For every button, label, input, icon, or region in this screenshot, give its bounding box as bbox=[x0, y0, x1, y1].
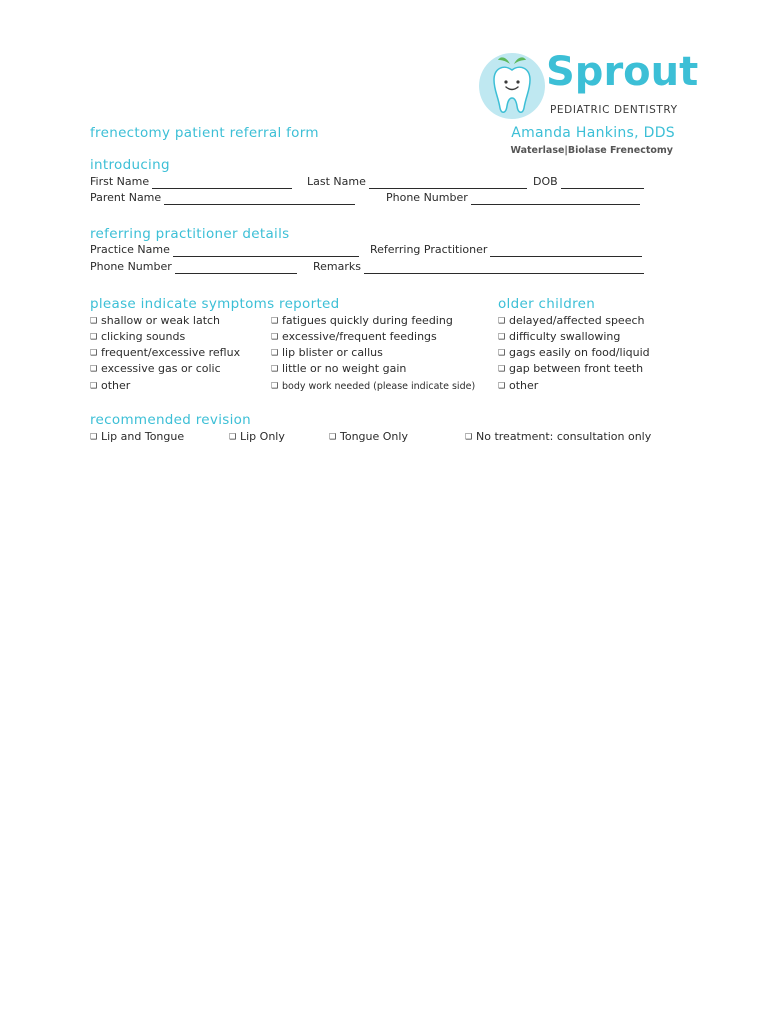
checkbox-icon[interactable]: ❑ bbox=[498, 364, 506, 373]
older-children-option[interactable]: ❑ difficulty swallowing bbox=[498, 330, 621, 343]
remarks-label: Remarks bbox=[313, 260, 361, 273]
revision-heading: recommended revision bbox=[90, 412, 252, 428]
checkbox-icon[interactable]: ❑ bbox=[229, 432, 237, 441]
referring-practitioner-field[interactable] bbox=[370, 243, 642, 257]
practice-phone-label: Phone Number bbox=[90, 260, 172, 273]
parent-name-label: Parent Name bbox=[90, 191, 162, 204]
referring-practitioner-label: Referring Practitioner bbox=[370, 243, 488, 256]
doctor-name: Amanda Hankins, DDS bbox=[511, 125, 675, 141]
first-name-field[interactable] bbox=[90, 175, 292, 189]
sprout-logo bbox=[476, 48, 699, 122]
checkbox-icon[interactable]: ❑ bbox=[498, 348, 506, 357]
checkbox-icon[interactable]: ❑ bbox=[90, 432, 98, 441]
symptom-option[interactable]: ❑ excessive/frequent feedings bbox=[271, 330, 437, 343]
checkbox-icon[interactable]: ❑ bbox=[90, 364, 98, 373]
last-name-field[interactable] bbox=[307, 175, 527, 189]
dob-label: DOB bbox=[533, 175, 558, 188]
practice-name-field[interactable] bbox=[90, 243, 359, 257]
checkbox-icon[interactable]: ❑ bbox=[271, 364, 279, 373]
checkbox-icon[interactable]: ❑ bbox=[498, 316, 506, 325]
checkbox-icon[interactable]: ❑ bbox=[271, 316, 279, 325]
patient-phone-label: Phone Number bbox=[386, 191, 468, 204]
checkbox-icon[interactable]: ❑ bbox=[271, 348, 279, 357]
revision-option-no-treatment[interactable]: ❑ No treatment: consultation only bbox=[465, 430, 652, 443]
practice-phone-field[interactable] bbox=[90, 260, 297, 274]
older-children-option[interactable]: ❑ other bbox=[498, 379, 539, 392]
checkbox-icon[interactable]: ❑ bbox=[498, 381, 506, 390]
older-children-option[interactable]: ❑ delayed/affected speech bbox=[498, 314, 645, 327]
remarks-field[interactable] bbox=[313, 260, 644, 274]
parent-name-field[interactable] bbox=[90, 191, 355, 205]
checkbox-icon[interactable]: ❑ bbox=[498, 332, 506, 341]
checkbox-icon[interactable]: ❑ bbox=[271, 381, 279, 390]
practitioner-heading: referring practitioner details bbox=[90, 226, 290, 242]
revision-option-lip-only[interactable]: ❑ Lip Only bbox=[229, 430, 285, 443]
form-title: frenectomy patient referral form bbox=[90, 125, 319, 141]
symptom-option[interactable]: ❑ little or no weight gain bbox=[271, 362, 407, 375]
symptoms-heading: please indicate symptoms reported bbox=[90, 296, 340, 312]
symptom-option[interactable]: ❑ excessive gas or colic bbox=[90, 362, 221, 375]
revision-option-lip-and-tongue[interactable]: ❑ Lip and Tongue bbox=[90, 430, 185, 443]
checkbox-icon[interactable]: ❑ bbox=[90, 332, 98, 341]
checkbox-icon[interactable]: ❑ bbox=[271, 332, 279, 341]
practice-name-label: Practice Name bbox=[90, 243, 170, 256]
first-name-label: First Name bbox=[90, 175, 150, 188]
logo-brand: Sprout bbox=[546, 49, 699, 95]
symptom-option[interactable]: ❑ shallow or weak latch bbox=[90, 314, 221, 327]
symptom-option[interactable]: ❑ body work needed (please indicate side) bbox=[271, 381, 476, 392]
last-name-label: Last Name bbox=[307, 175, 366, 188]
checkbox-icon[interactable]: ❑ bbox=[465, 432, 473, 441]
logo-tagline: PEDIATRIC DENTISTRY bbox=[550, 104, 678, 116]
older-children-option[interactable]: ❑ gags easily on food/liquid bbox=[498, 346, 650, 359]
symptom-option[interactable]: ❑ other bbox=[90, 379, 131, 392]
patient-phone-field[interactable] bbox=[386, 191, 640, 205]
checkbox-icon[interactable]: ❑ bbox=[90, 348, 98, 357]
checkbox-icon[interactable]: ❑ bbox=[90, 381, 98, 390]
checkbox-icon[interactable]: ❑ bbox=[90, 316, 98, 325]
symptom-option[interactable]: ❑ lip blister or callus bbox=[271, 346, 383, 359]
dob-field[interactable] bbox=[533, 175, 644, 189]
tooth-icon bbox=[476, 48, 548, 120]
revision-option-tongue-only[interactable]: ❑ Tongue Only bbox=[329, 430, 408, 443]
symptom-option[interactable]: ❑ frequent/excessive reflux bbox=[90, 346, 241, 359]
symptom-option[interactable]: ❑ clicking sounds bbox=[90, 330, 186, 343]
symptom-option[interactable]: ❑ fatigues quickly during feeding bbox=[271, 314, 453, 327]
older-children-heading: older children bbox=[498, 296, 596, 312]
checkbox-icon[interactable]: ❑ bbox=[329, 432, 337, 441]
introducing-heading: introducing bbox=[90, 157, 170, 173]
doctor-subtitle: Waterlase|Biolase Frenectomy bbox=[510, 145, 673, 156]
older-children-option[interactable]: ❑ gap between front teeth bbox=[498, 362, 644, 375]
